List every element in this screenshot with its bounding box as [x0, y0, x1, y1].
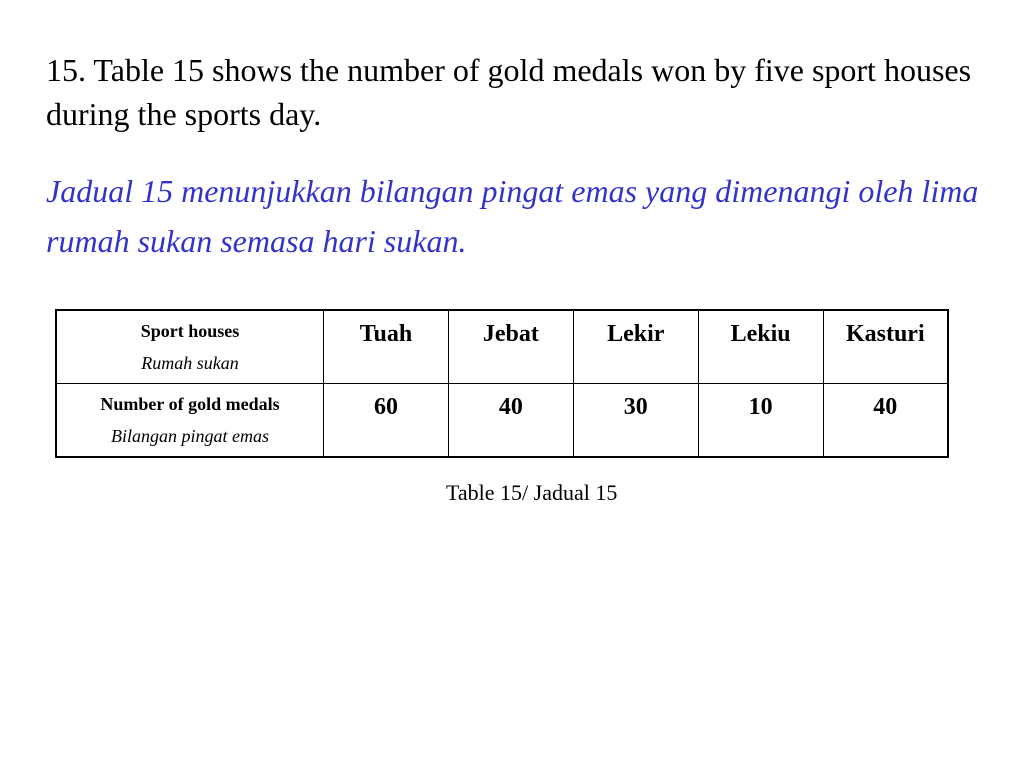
row-header-houses — [56, 310, 324, 384]
table-row-houses — [56, 310, 948, 384]
medal-count-cell: 40 — [448, 384, 573, 458]
house-cell: Jebat — [448, 310, 573, 384]
house-cell: Tuah — [324, 310, 449, 384]
row-header-houses-ms: Rumah sukan — [141, 353, 239, 373]
house-cell: Lekiu — [698, 310, 823, 384]
row-header-medals-ms: Bilangan pingat emas — [111, 426, 269, 446]
row-header-houses-en: Sport houses — [140, 321, 240, 341]
house-cell: Lekir — [573, 310, 698, 384]
row-header-medals-en: Number of gold medals — [100, 394, 280, 414]
question-translation: Jadual 15 menunjukkan bilangan pingat emas yang dimenangi oleh lima rumah sukan semasa hari sukan. — [46, 173, 979, 259]
medal-count-cell: 60 — [324, 384, 449, 458]
medal-count-cell: 40 — [823, 384, 948, 458]
row-header-medals — [56, 384, 324, 458]
table-row-medals — [56, 384, 948, 458]
house-cell: Kasturi — [823, 310, 948, 384]
table-caption: Table 15/ Jadual 15 — [446, 480, 618, 505]
question-text: 15. Table 15 shows the number of gold medals won by five sport houses during the sports day. — [46, 52, 972, 132]
medal-count-cell: 30 — [573, 384, 698, 458]
medals-table — [55, 309, 949, 458]
medal-count-cell: 10 — [698, 384, 823, 458]
